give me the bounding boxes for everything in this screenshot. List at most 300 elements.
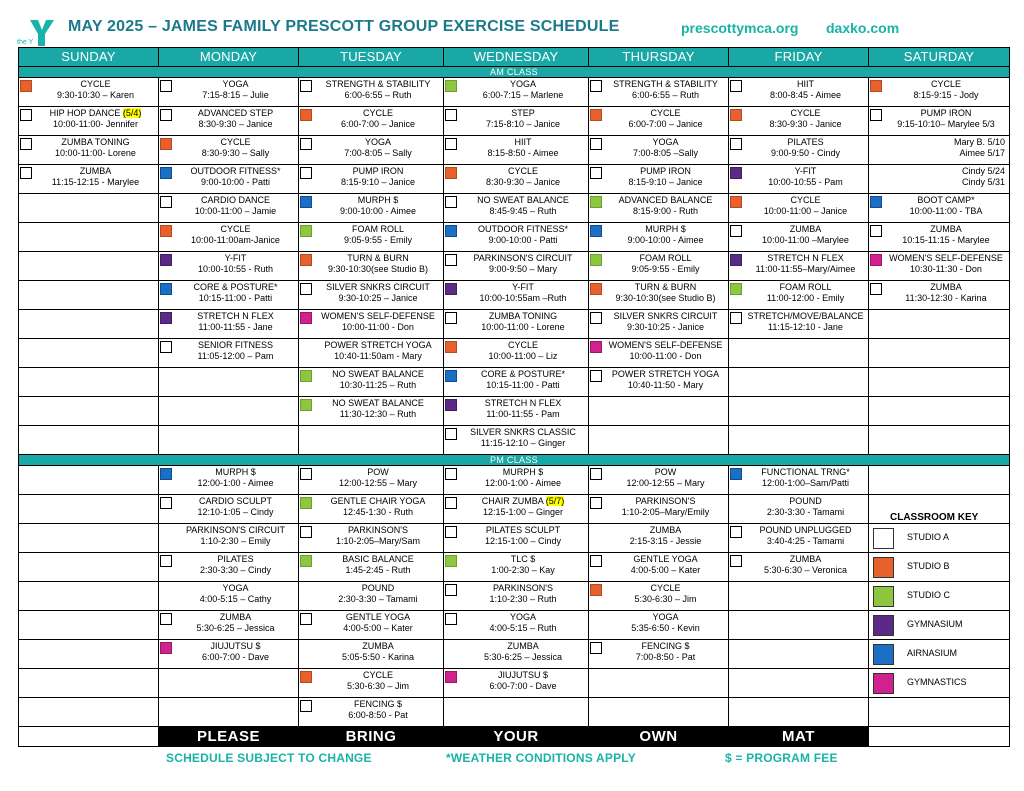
class-time: 12:00-1:00 - Aimee (484, 478, 562, 488)
schedule-cell-friday (729, 78, 869, 107)
class-entry (173, 612, 298, 634)
schedule-cell-thursday (589, 107, 729, 136)
schedule-cell-wednesday (444, 397, 589, 426)
room-indicator-air (445, 225, 457, 237)
class-entry (743, 137, 868, 159)
class-entry (173, 282, 298, 304)
schedule-cell-wednesday (444, 669, 589, 698)
schedule-cell-saturday (869, 466, 1010, 495)
room-indicator-studio-a (300, 526, 312, 538)
day-header-friday: FRIDAY (729, 48, 869, 67)
class-time: 4:00-5:00 – Kater (630, 565, 701, 575)
schedule-cell-thursday (589, 495, 729, 524)
class-entry (743, 108, 868, 130)
class-entry (313, 311, 443, 333)
class-name: WOMEN'S SELF-DEFENSE (608, 340, 723, 350)
schedule-cell-monday (159, 582, 299, 611)
class-name: Y-FIT (512, 282, 534, 292)
class-time: 10:15-11:00 - Patti (198, 293, 273, 303)
class-time: 8:30-9:30 – Janice (198, 119, 273, 129)
schedule-cell-wednesday (444, 281, 589, 310)
schedule-cell-wednesday (444, 368, 589, 397)
class-name: STRENGTH & STABILITY (613, 79, 718, 89)
room-indicator-studio-b (590, 109, 602, 121)
schedule-cell-wednesday (444, 495, 589, 524)
class-entry (173, 311, 298, 333)
schedule-cell-sunday (19, 368, 159, 397)
room-indicator-studio-c (300, 370, 312, 382)
class-time: 9:00-10:00 - Aimee (339, 206, 417, 216)
schedule-cell-thursday (589, 78, 729, 107)
schedule-cell-wednesday (444, 553, 589, 582)
schedule-cell-monday (159, 368, 299, 397)
class-entry (458, 525, 588, 547)
class-name: CARDIO SCULPT (198, 496, 272, 506)
class-time: 7:00-8:05 – Sally (344, 148, 412, 158)
class-name: WOMEN'S SELF-DEFENSE (321, 311, 435, 321)
schedule-cell-friday (729, 281, 869, 310)
class-time: 9:00-9:50 - Cindy (770, 148, 841, 158)
room-indicator-air (160, 167, 172, 179)
schedule-cell-tuesday (299, 310, 444, 339)
schedule-cell-wednesday (444, 310, 589, 339)
room-indicator-studio-b (590, 283, 602, 295)
class-entry (603, 612, 728, 634)
class-name: CYCLE (650, 108, 681, 118)
class-time: 5:30-6:25 – Jessica (196, 623, 275, 633)
schedule-cell-monday (159, 397, 299, 426)
room-indicator-studio-a (730, 138, 742, 150)
class-time: 8:15-9:10 – Janice (340, 177, 416, 187)
schedule-cell-monday (159, 426, 299, 455)
schedule-row (19, 669, 1010, 698)
class-entry (458, 282, 588, 304)
schedule-cell-tuesday (299, 397, 444, 426)
schedule-row (19, 194, 1010, 223)
room-indicator-studio-b (300, 109, 312, 121)
class-time: 10:00-10:55am –Ruth (479, 293, 567, 303)
schedule-cell-sunday (19, 397, 159, 426)
website-link[interactable]: prescottymca.org (681, 20, 799, 36)
schedule-cell-thursday (589, 553, 729, 582)
schedule-cell-friday (729, 669, 869, 698)
class-entry (458, 467, 588, 489)
class-time: 9:00-10:00 - Patti (200, 177, 271, 187)
schedule-cell-saturday (869, 165, 1010, 194)
class-name: ZUMBA (79, 166, 112, 176)
class-date-highlight: (5/4) (122, 108, 142, 118)
schedule-cell-thursday (589, 165, 729, 194)
class-entry (743, 496, 868, 518)
room-indicator-studio-a (730, 555, 742, 567)
schedule-cell-thursday (589, 252, 729, 281)
class-time: 10:15-11:15 - Marylee (902, 235, 990, 245)
class-name: GENTLE YOGA (345, 612, 411, 622)
schedule-cell-friday (729, 640, 869, 669)
class-time: 8:30-9:30 – Janice (485, 177, 561, 187)
class-name: CYCLE (790, 195, 821, 205)
class-entry (33, 166, 158, 188)
class-entry (173, 641, 298, 663)
room-indicator-gymn (870, 254, 882, 266)
class-entry (743, 166, 868, 188)
schedule-row (19, 368, 1010, 397)
schedule-cell-sunday (19, 223, 159, 252)
class-time: 4:00-5:15 – Cathy (199, 594, 272, 604)
class-name: SILVER SNKRS CIRCUIT (613, 311, 718, 321)
class-entry (743, 554, 868, 576)
schedule-row (19, 466, 1010, 495)
class-name: Y-FIT (224, 253, 247, 263)
schedule-cell-saturday (869, 107, 1010, 136)
room-indicator-studio-a (870, 225, 882, 237)
class-name: FENCING $ (353, 699, 402, 709)
class-name: YOGA (652, 612, 679, 622)
room-indicator-studio-a (300, 700, 312, 712)
schedule-cell-monday (159, 339, 299, 368)
class-name: CYCLE (507, 166, 538, 176)
class-entry (313, 369, 443, 391)
class-name: FOAM ROLL (351, 224, 404, 234)
room-indicator-studio-a (870, 283, 882, 295)
class-time: 1:10-2:30 – Ruth (489, 594, 557, 604)
class-entry (458, 79, 588, 101)
class-entry (603, 282, 728, 304)
key-item-airnasium (873, 644, 1003, 666)
schedule-cell-tuesday (299, 466, 444, 495)
day-header-sunday: SUNDAY (19, 48, 159, 67)
room-indicator-studio-a (160, 555, 172, 567)
class-name: POUND (361, 583, 395, 593)
room-indicator-studio-c (590, 254, 602, 266)
schedule-cell-wednesday (444, 640, 589, 669)
schedule-cell-sunday (19, 426, 159, 455)
room-indicator-gym (730, 167, 742, 179)
class-entry (458, 166, 588, 188)
schedule-cell-friday (729, 524, 869, 553)
class-entry (173, 253, 298, 275)
room-indicator-gymn (445, 671, 457, 683)
room-indicator-studio-c (445, 80, 457, 92)
schedule-cell-sunday (19, 281, 159, 310)
schedule-cell-friday (729, 223, 869, 252)
schedule-cell-tuesday (299, 107, 444, 136)
room-indicator-studio-a (730, 80, 742, 92)
class-entry (458, 195, 588, 217)
room-indicator-air (590, 225, 602, 237)
class-time: 2:15-3:15 - Jessie (629, 536, 702, 546)
room-indicator-gym (160, 254, 172, 266)
class-time: 9:15-10:10– Marylee 5/3 (897, 119, 995, 129)
room-indicator-studio-a (590, 497, 602, 509)
schedule-cell-monday (159, 669, 299, 698)
key-swatch (873, 615, 894, 636)
schedule-cell-friday (729, 136, 869, 165)
slogan-word (869, 727, 1010, 747)
schedule-cell-thursday (589, 310, 729, 339)
class-time: 10:40-11:50am - Mary (334, 351, 422, 361)
room-indicator-studio-b (20, 80, 32, 92)
class-entry (458, 641, 588, 663)
class-time: 11:15-12:10 – Ginger (480, 438, 566, 448)
key-label: GYMNASTICS (907, 677, 967, 687)
schedule-cell-tuesday (299, 426, 444, 455)
room-indicator-studio-a (160, 497, 172, 509)
class-time: 5:30-6:30 – Jim (346, 681, 410, 691)
room-indicator-studio-a (445, 138, 457, 150)
schedule-cell-monday (159, 78, 299, 107)
class-entry (173, 583, 298, 605)
class-name: JIUJUTSU $ (210, 641, 261, 651)
class-time: 7:00-8:50 - Pat (635, 652, 696, 662)
class-time: 7:15-8:15 – Julie (202, 90, 269, 100)
room-indicator-studio-a (870, 109, 882, 121)
key-item-studio-a (873, 528, 1003, 550)
class-time: 5:30-6:30 – Veronica (763, 565, 848, 575)
class-time: 11:00-11:55 - Pam (486, 409, 560, 419)
class-entry (33, 108, 158, 130)
class-entry (313, 641, 443, 663)
schedule-cell-saturday (869, 368, 1010, 397)
schedule-cell-wednesday (444, 78, 589, 107)
class-name: CYCLE (930, 79, 961, 89)
schedule-cell-friday (729, 698, 869, 727)
class-time: 10:00-11:00 - TBA (909, 206, 983, 216)
schedule-cell-tuesday (299, 368, 444, 397)
class-time: 8:15-8:50 - Aimee (487, 148, 559, 158)
room-indicator-studio-a (590, 468, 602, 480)
key-label: STUDIO A (907, 532, 950, 542)
class-time: 6:00-7:00 – Janice (628, 119, 703, 129)
class-time: 1:45-2:45 - Ruth (345, 565, 411, 575)
key-item-gymnastics (873, 673, 1003, 695)
slogan-word: MAT (729, 727, 869, 747)
class-entry (603, 340, 728, 362)
class-name: ADVANCED BALANCE (618, 195, 713, 205)
class-name: CYCLE (362, 670, 393, 680)
room-indicator-studio-a (445, 584, 457, 596)
room-indicator-studio-a (300, 80, 312, 92)
room-indicator-studio-a (445, 312, 457, 324)
schedule-table (18, 47, 1010, 747)
room-indicator-studio-a (730, 312, 742, 324)
class-entry (313, 253, 443, 275)
daxko-link[interactable]: daxko.com (826, 20, 900, 36)
instructor-rotation (954, 137, 1005, 159)
schedule-cell-monday (159, 281, 299, 310)
class-name: CYCLE (507, 340, 538, 350)
schedule-cell-sunday (19, 640, 159, 669)
schedule-row (19, 426, 1010, 455)
class-name: CORE & POSTURE* (193, 282, 278, 292)
room-indicator-studio-a (590, 370, 602, 382)
schedule-cell-sunday (19, 194, 159, 223)
class-time: 12:15-1:00 – Cindy (484, 536, 562, 546)
day-header-thursday: THURSDAY (589, 48, 729, 67)
room-indicator-studio-a (445, 613, 457, 625)
schedule-row (19, 495, 1010, 524)
class-time: 4:00-5:15 – Ruth (489, 623, 557, 633)
schedule-row (19, 640, 1010, 669)
room-indicator-studio-a (730, 225, 742, 237)
room-indicator-studio-a (300, 138, 312, 150)
class-time: 9:30-10:30 – Karen (56, 90, 135, 100)
day-header-tuesday: TUESDAY (299, 48, 444, 67)
class-entry (883, 195, 1009, 217)
schedule-row (19, 524, 1010, 553)
room-indicator-studio-b (590, 584, 602, 596)
class-time: 10:00-11:00 – Liz (488, 351, 558, 361)
schedule-cell-friday (729, 466, 869, 495)
schedule-cell-tuesday (299, 495, 444, 524)
class-time: 2:30-3:30 - Tamami (766, 507, 845, 517)
schedule-cell-sunday (19, 495, 159, 524)
key-swatch (873, 528, 894, 549)
class-name: PARKINSON'S CIRCUIT (185, 525, 286, 535)
class-name: FOAM ROLL (779, 282, 832, 292)
class-time: 9:30-10:30(see Studio B) (615, 293, 716, 303)
schedule-cell-tuesday (299, 553, 444, 582)
schedule-cell-thursday (589, 194, 729, 223)
class-time: 12:00-12:55 – Mary (338, 478, 418, 488)
class-name: TLC $ (510, 554, 536, 564)
class-entry (458, 427, 588, 449)
schedule-cell-wednesday (444, 136, 589, 165)
class-entry (173, 340, 298, 362)
schedule-cell-sunday (19, 582, 159, 611)
class-name: STRENGTH & STABILITY (325, 79, 431, 89)
class-time: 11:05-12:00 – Pam (197, 351, 274, 361)
class-time: 10:00-11:00 – Jamie (194, 206, 277, 216)
class-entry (458, 108, 588, 130)
instructor-rotation (962, 166, 1005, 188)
class-name: YOGA (509, 79, 536, 89)
class-entry (173, 525, 298, 547)
class-name: YOGA (222, 79, 249, 89)
class-time: 12:00-1:00 - Aimee (197, 478, 274, 488)
room-indicator-gymn (590, 341, 602, 353)
room-indicator-studio-a (20, 109, 32, 121)
class-entry (313, 282, 443, 304)
schedule-cell-thursday (589, 582, 729, 611)
schedule-cell-saturday (869, 252, 1010, 281)
class-name: CYCLE (790, 108, 821, 118)
room-indicator-studio-b (160, 225, 172, 237)
class-entry (603, 79, 728, 101)
class-name: ZUMBA TONING (61, 137, 130, 147)
class-time: 10:30-11:30 - Don (910, 264, 982, 274)
logo-text: the Y (17, 39, 34, 46)
schedule-cell-friday (729, 397, 869, 426)
class-name: SILVER SNKRS CIRCUIT (326, 282, 430, 292)
class-entry (33, 79, 158, 101)
schedule-cell-saturday (869, 194, 1010, 223)
schedule-cell-tuesday (299, 281, 444, 310)
class-name: POW (367, 467, 389, 477)
class-name: HIP HOP DANCE (49, 108, 121, 118)
schedule-cell-wednesday (444, 582, 589, 611)
slogan-word: YOUR (444, 727, 589, 747)
schedule-cell-thursday (589, 136, 729, 165)
class-entry (743, 195, 868, 217)
class-entry (743, 467, 868, 489)
room-indicator-studio-a (160, 80, 172, 92)
schedule-cell-saturday (869, 310, 1010, 339)
class-time: 1:10-2:05–Mary/Emily (621, 507, 710, 517)
schedule-row (19, 611, 1010, 640)
schedule-cell-friday (729, 553, 869, 582)
class-entry (173, 467, 298, 489)
class-name: ZUMBA (789, 554, 822, 564)
class-name: BASIC BALANCE (342, 554, 414, 564)
class-time: 9:00-10:00 - Aimee (627, 235, 704, 245)
schedule-cell-monday (159, 252, 299, 281)
class-entry (603, 641, 728, 663)
class-name: PILATES (787, 137, 824, 147)
class-name: POWER STRETCH YOGA (324, 340, 432, 350)
schedule-row (19, 252, 1010, 281)
class-entry (603, 369, 728, 391)
class-time: 8:30-9:30 – Sally (201, 148, 270, 158)
class-time: 6:00-7:00 - Dave (489, 681, 557, 691)
schedule-cell-tuesday (299, 165, 444, 194)
schedule-cell-wednesday (444, 426, 589, 455)
class-entry (313, 496, 443, 518)
room-indicator-studio-a (590, 312, 602, 324)
schedule-cell-sunday (19, 310, 159, 339)
class-entry (313, 195, 443, 217)
class-entry (603, 253, 728, 275)
class-entry (458, 554, 588, 576)
schedule-cell-friday (729, 495, 869, 524)
schedule-cell-thursday (589, 698, 729, 727)
class-entry (603, 583, 728, 605)
class-name: ZUMBA (930, 282, 962, 292)
footer-weather-note: *WEATHER CONDITIONS APPLY (446, 751, 636, 765)
schedule-cell-monday (159, 640, 299, 669)
day-header-saturday: SATURDAY (869, 48, 1010, 67)
class-entry (458, 612, 588, 634)
schedule-cell-monday (159, 495, 299, 524)
schedule-cell-thursday (589, 339, 729, 368)
schedule-cell-saturday (869, 397, 1010, 426)
room-indicator-studio-b (730, 109, 742, 121)
schedule-cell-monday (159, 698, 299, 727)
room-indicator-studio-a (445, 428, 457, 440)
class-entry (458, 340, 588, 362)
schedule-cell-tuesday (299, 611, 444, 640)
class-entry (883, 282, 1009, 304)
schedule-cell-monday (159, 553, 299, 582)
schedule-cell-tuesday (299, 78, 444, 107)
schedule-cell-monday (159, 165, 299, 194)
schedule-cell-wednesday (444, 252, 589, 281)
day-header-wednesday: WEDNESDAY (444, 48, 589, 67)
schedule-cell-thursday (589, 524, 729, 553)
class-entry (173, 554, 298, 576)
class-time: 8:15-9:10 – Janice (628, 177, 703, 187)
schedule-cell-tuesday (299, 698, 444, 727)
class-time: 10:00-11:00- Lorene (55, 148, 136, 158)
class-entry (883, 224, 1009, 246)
room-indicator-studio-a (445, 497, 457, 509)
room-indicator-studio-a (590, 555, 602, 567)
class-name: POUND (789, 496, 822, 506)
class-entry (883, 108, 1009, 130)
class-time: 6:00-7:00 – Janice (340, 119, 416, 129)
schedule-cell-friday (729, 611, 869, 640)
schedule-cell-saturday (869, 426, 1010, 455)
